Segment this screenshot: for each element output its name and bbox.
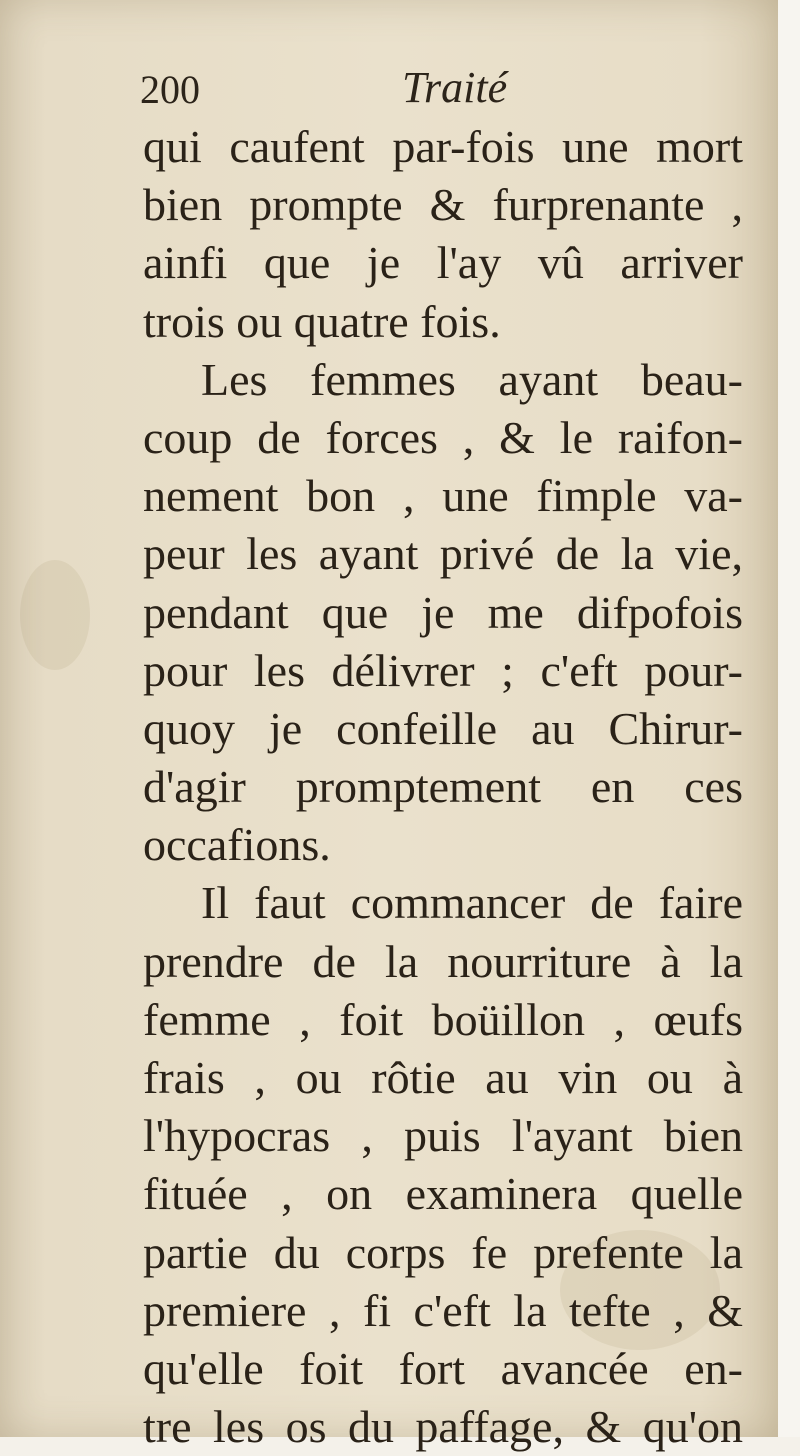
- text-line: partie du corps fe prefente la: [143, 1226, 743, 1278]
- text-line: qui caufent par-fois une mort: [143, 121, 743, 172]
- text-line: femme , foit boüillon , œufs: [143, 993, 743, 1045]
- body-text: [143, 118, 743, 1456]
- text-line: frais , ou rôtie au vin ou à: [143, 1052, 743, 1103]
- text-line: pour les délivrer ; c'eft pour-: [143, 644, 743, 696]
- text-line: Il faut commancer de faire: [201, 877, 743, 929]
- text-line: ainfi que je l'ay vû arriver: [143, 237, 743, 289]
- text-line: premiere , fi c'eft la tefte , &: [143, 1284, 743, 1336]
- paper-stain: [20, 560, 90, 670]
- text-line: nement bon , une fimple va-: [143, 470, 743, 522]
- text-line: trois ou quatre fois.: [143, 295, 501, 347]
- page-margin-edge: [778, 0, 800, 1437]
- text-line: prendre de la nourriture à la: [143, 935, 743, 987]
- text-line: qu'elle foit fort avancée en-: [143, 1342, 743, 1394]
- page-number: 200: [140, 67, 200, 112]
- text-line: coup de forces , & le raifon-: [143, 411, 743, 463]
- text-line: bien prompte & furprenante ,: [143, 179, 743, 231]
- text-line: quoy je confeille au Chirur-: [143, 702, 743, 754]
- text-line: peur les ayant privé de la vie,: [143, 528, 743, 580]
- text-line: Les femmes ayant beau-: [201, 353, 743, 405]
- text-line: fituée , on examinera quelle: [143, 1168, 743, 1220]
- running-head: [140, 56, 640, 116]
- text-line: l'hypocras , puis l'ayant bien: [143, 1110, 743, 1162]
- text-line: tre les os du paffage, & qu'on: [143, 1401, 743, 1453]
- text-line: pendant que je me difpofois: [143, 586, 743, 638]
- text-line: occafions.: [143, 819, 331, 871]
- text-line: d'agir promptement en ces: [143, 761, 743, 813]
- running-title: Traité: [402, 63, 508, 112]
